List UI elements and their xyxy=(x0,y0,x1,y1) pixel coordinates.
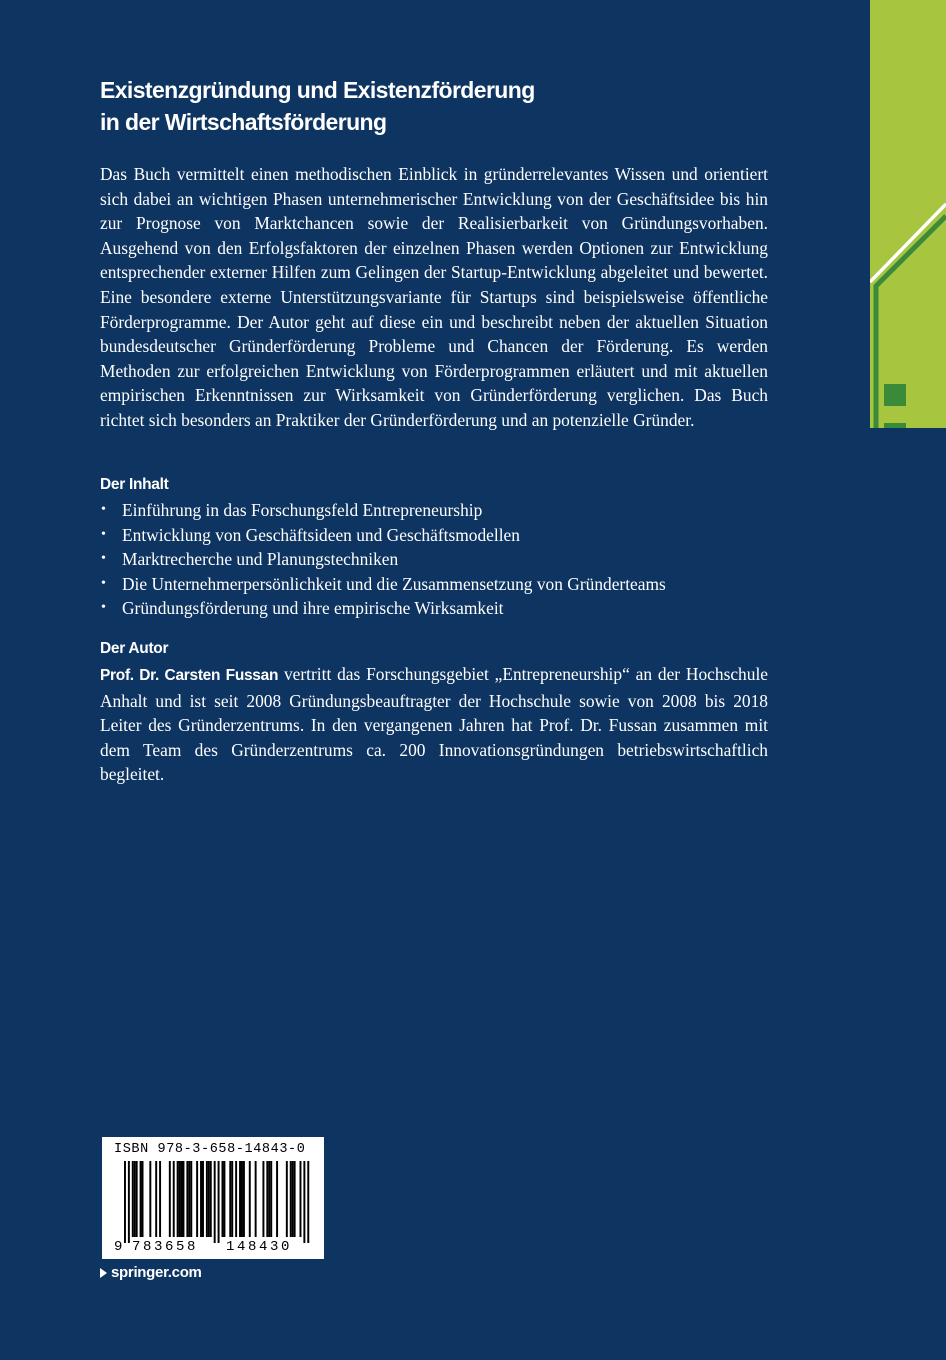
author-name: Prof. Dr. Carsten Fussan xyxy=(100,667,279,684)
barcode-bar xyxy=(181,1161,183,1237)
barcode-bar xyxy=(202,1161,204,1237)
barcode-bar xyxy=(286,1161,288,1237)
list-item: • Marktrecherche und Planungstechniken xyxy=(100,547,780,572)
barcode-bar xyxy=(276,1161,278,1237)
barcode-bar xyxy=(206,1161,208,1237)
contents-list xyxy=(100,498,780,621)
barcode-bar xyxy=(188,1161,190,1237)
ean-first-digit: 9 xyxy=(114,1239,123,1255)
barcode-bar xyxy=(239,1161,241,1237)
publisher-link[interactable] xyxy=(100,1264,202,1281)
barcode-bar xyxy=(177,1161,179,1237)
barcode-bar xyxy=(266,1161,268,1237)
barcode-bar xyxy=(179,1161,181,1237)
barcode-bar xyxy=(229,1161,231,1237)
barcode-bar xyxy=(210,1161,212,1237)
barcode-bar xyxy=(214,1161,216,1243)
barcode-bar xyxy=(128,1161,130,1243)
isbn-label: ISBN 978-3-658-14843-0 xyxy=(114,1142,306,1157)
title-line-1: Existenzgründung und Existenzförderung xyxy=(100,77,535,103)
window-square xyxy=(884,384,906,406)
house-outline-graphic xyxy=(870,0,946,428)
barcode-bar xyxy=(132,1161,134,1237)
title-line-2: in der Wirtschaftsförderung xyxy=(100,109,387,135)
ean-left-group: 783658 xyxy=(132,1239,199,1255)
barcode-bar xyxy=(218,1161,220,1243)
author-heading: Der Autor xyxy=(100,640,169,657)
barcode-bar xyxy=(294,1161,296,1237)
publisher-url: springer.com xyxy=(111,1264,202,1281)
barcode-bar xyxy=(173,1161,175,1237)
barcode-bar xyxy=(231,1161,233,1237)
barcode-bar xyxy=(292,1161,294,1237)
barcode-bar xyxy=(300,1161,302,1237)
author-bio-text: vertritt das Forschungsgebiet „Entrepreneurship“ an der Hochschule Anhalt und ist seit 2008 Gründungsbeauftragter der Hochschule sowie von 2008 bis 2018 Leiter des Gründerzentrums. In den vergangenen Jahren hat Prof. Dr. Fussan zusammen mit dem Team des Gründerzentrums ca. 200 Innovationsgründungen betriebswirtschaftlich begleitet. xyxy=(100,664,768,785)
roof-line xyxy=(870,204,946,282)
barcode-bar xyxy=(243,1161,245,1237)
barcode-bar xyxy=(196,1161,198,1237)
barcode-bar xyxy=(208,1161,210,1237)
barcode-bar xyxy=(190,1161,192,1237)
window-square-lower xyxy=(884,423,906,428)
barcode-bar xyxy=(270,1161,272,1237)
barcode-bar xyxy=(303,1161,305,1243)
contents-heading: Der Inhalt xyxy=(100,476,169,493)
list-item: • Die Unternehmerpersönlichkeit und die Zusammensetzung von Gründerteams xyxy=(100,572,780,597)
ean-right-group: 148430 xyxy=(226,1239,293,1255)
barcode-bar xyxy=(136,1161,138,1237)
book-description: Das Buch vermittelt einen methodischen Einblick in gründerrelevantes Wissen und orientiert sich dabei an wichtigen Phasen unternehmerischer Entwicklung von der Geschäftsidee bis hin zur Prognose von Marktchancen sowie der Realisierbarkeit von Gründungsvorhaben. Ausgehend von den Erfolgsfaktoren der einzelnen Phasen werden Optionen zur Entwicklung entsprechender externer Hilfen zum Gelingen der Startup-Entwicklung abgeleitet und bewertet. Eine besondere externe Unterstützungsvariante für Startups sind beispielsweise öffentliche Förderprogramme. Der Autor geht auf diese ein und beschreibt neben der aktuellen Situation bundesdeutscher Gründerförderung Probleme und Chancen der Förderung. Es werden Methoden zur erfolgreichen Entwicklung von Förderprogrammen erläutert und mit aktuellen empirischen Erkenntnissen zur Wirksamkeit von Gründerförderung verglichen. Das Buch richtet sich besonders an Praktiker der Gründerförderung und an potenzielle Gründer. xyxy=(100,164,768,430)
isbn-barcode xyxy=(102,1137,324,1259)
barcode-bar xyxy=(223,1161,225,1237)
book-title xyxy=(100,74,800,138)
list-item: • Gründungsförderung und ihre empirische Wirksamkeit xyxy=(100,596,780,621)
barcode-bar xyxy=(235,1161,237,1237)
author-bio xyxy=(100,662,768,787)
barcode-bar xyxy=(134,1161,136,1237)
barcode-bar xyxy=(249,1161,251,1237)
barcode-bar xyxy=(183,1161,185,1237)
barcode-bar xyxy=(159,1161,161,1237)
barcode-bar xyxy=(169,1161,171,1237)
barcode-bar xyxy=(262,1161,264,1237)
list-item: • Einführung in das Forschungsfeld Entrepreneurship xyxy=(100,498,780,523)
barcode-bar xyxy=(268,1161,270,1237)
triangle-arrow-icon xyxy=(100,1268,107,1278)
list-item: • Entwicklung von Geschäftsideen und Geschäftsmodellen xyxy=(100,523,780,548)
barcode-bar xyxy=(222,1161,224,1237)
barcode-bar xyxy=(155,1161,157,1237)
barcode-bar xyxy=(200,1161,202,1237)
barcode-bar xyxy=(290,1161,292,1237)
barcode-bar xyxy=(186,1161,188,1237)
barcode-bar xyxy=(124,1161,126,1243)
barcode-bar xyxy=(241,1161,243,1237)
barcode-bar xyxy=(149,1161,151,1237)
decorative-green-strip xyxy=(870,0,946,428)
barcode-bar xyxy=(307,1161,309,1243)
barcode-bar xyxy=(142,1161,144,1237)
barcode-bar xyxy=(140,1161,142,1237)
barcode-bar xyxy=(255,1161,257,1237)
